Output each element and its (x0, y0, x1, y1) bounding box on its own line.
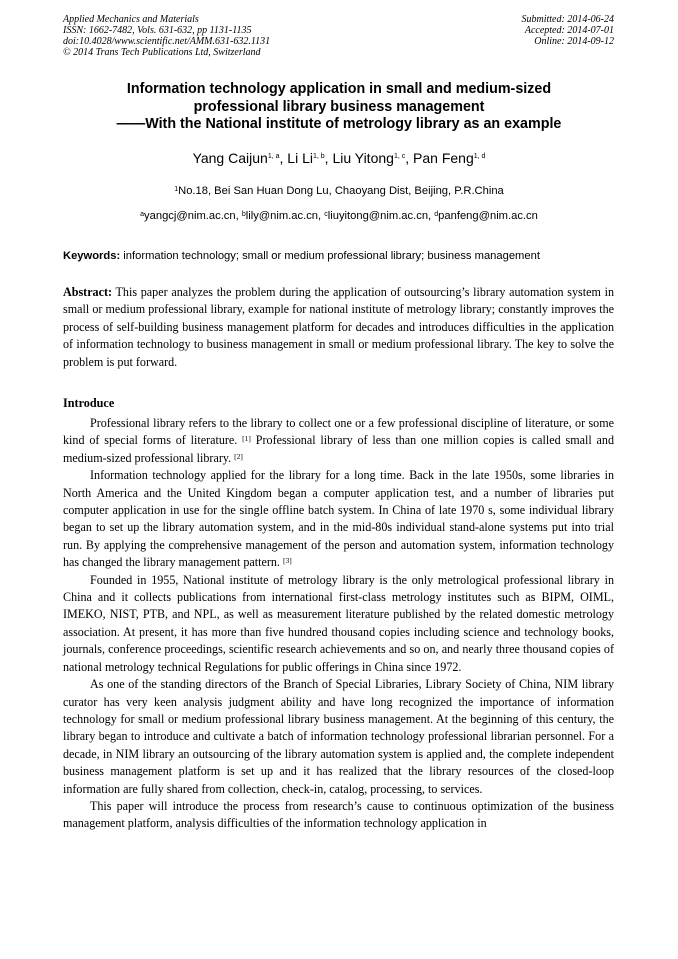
email-marker: c (324, 211, 328, 218)
affiliation-text: No.18, Bei San Huan Dong Lu, Chaoyang Dist, Beijing, P.R.China (178, 185, 504, 197)
author-list: Yang Caijun$^{1, a}$, Li Li$^{1, b}$, Liu Yitong$^{1, c}$, Pan Feng$^{1, d}$ (192, 150, 486, 166)
author-email: panfeng@nim.ac.cn (438, 210, 538, 222)
paragraph-text: Professional library of less than one million copies is called small and medium-sized professional library. (63, 433, 614, 465)
abstract-text: This paper analyzes the problem during the application of outsourcing’s library automation system in small or medium professional library, example for national institute of metrology library; constantly improves the process of self-building business management platform for decades and introduces difficulties in the application of information technology to business management in small or medium professional library. The key to solve the problem is put forward. (63, 285, 614, 369)
title-line-3: ——With the National institute of metrology library as an example (116, 116, 562, 132)
author-affiliation-marker: 1, c (393, 153, 406, 160)
online-date: Online: 2014-09-12 (534, 36, 614, 47)
submitted-date: Submitted: 2014-06-24 (521, 14, 614, 25)
title-line-2: professional library business management (193, 98, 485, 115)
author-email: liuyitong@nim.ac.cn (327, 210, 429, 222)
accepted-date: Accepted: 2014-07-01 (524, 25, 614, 36)
citation-ref: [3] (282, 556, 292, 566)
author-affiliation-marker: 1, a (267, 153, 280, 160)
body-paragraph (63, 798, 614, 833)
introduction-body (63, 415, 614, 833)
email-marker: a (140, 211, 145, 218)
journal-name: Applied Mechanics and Materials (63, 14, 199, 25)
author-affiliation-marker: 1, d (473, 153, 486, 160)
journal-copyright: © 2014 Trans Tech Publications Ltd, Switzerland (63, 47, 261, 58)
paragraph-text: Information technology applied for the library for a long time. Back in the late 1950s, some libraries in North America and the United Kingdom began a computer application test, and a number of libraries put computer application in use for the single offline batch system. In China of late 1970 s, some individual library began to set up the library automation system, and in the mid-80s individual stand-alone systems put into trial run. By applying the comprehensive management of the person and automation system, information technology has changed the library management pattern. (63, 468, 614, 570)
journal-header-right (522, 14, 615, 47)
body-paragraph (63, 676, 614, 798)
keywords (63, 249, 618, 263)
author-name: Yang Caijun (192, 150, 268, 166)
paper-title (40, 81, 638, 134)
abstract (63, 284, 614, 371)
citation-ref: [1] (242, 434, 251, 444)
abstract-label: Abstract: (63, 285, 113, 299)
paragraph-text: This paper will introduce the process from research’s cause to continuous optimization of the business management platform, analysis difficulties of the information technology application in (63, 798, 614, 831)
author-name: Pan Feng (413, 150, 474, 166)
keywords-label: Keywords: (63, 250, 121, 262)
paragraph-text: As one of the standing directors of the Branch of Special Libraries, Library Society of China, NIM library curator has very keen analysis judgment ability and have long recognized the importance of information technology for small or medium professional library business management. At the beginning of this century, the library began to introduce and cultivate a batch of information technology professional librarian personnel. For a decade, in NIM library an outsourcing of the library automation system is applied and, the complete independent business management platform is set up and it has realized that the library resources of the closed-loop information are fully shared from collection, check-in, catalog, processing, to services. (63, 677, 614, 796)
email-list: $^a$yangcj@nim.ac.cn, $^b$lily@nim.ac.cn, $^c$liuyitong@nim.ac.cn, $^d$panfeng@nim.ac.cn (140, 210, 538, 222)
author-email: yangcj@nim.ac.cn (144, 210, 236, 222)
body-paragraph (63, 467, 614, 571)
affiliation-marker: 1 (174, 186, 179, 193)
paragraph-text: Professional library refers to the library to collect one or a few professional discipline of literature, or some kind of special forms of literature. (63, 416, 614, 448)
author-affiliation-marker: 1, b (312, 153, 325, 160)
author-email: lily@nim.ac.cn (245, 210, 319, 222)
section-heading: Introduce (63, 396, 115, 410)
journal-header-left (63, 14, 270, 58)
journal-doi: doi:10.4028/www.scientific.net/AMM.631-632.1131 (63, 36, 271, 47)
affiliation (40, 184, 638, 198)
body-paragraph (63, 572, 614, 676)
title-line-1: Information technology application in small and medium-sized (126, 81, 552, 97)
author-name: Liu Yitong (332, 150, 394, 166)
author-name: Li Li (287, 150, 313, 166)
email-marker: d (434, 211, 439, 218)
body-paragraph (63, 415, 614, 467)
journal-issn: ISSN: 1662-7482, Vols. 631-632, pp 1131-1135 (63, 25, 252, 36)
keywords-text: information technology; small or medium professional library; business management (120, 250, 540, 262)
paragraph-text: Founded in 1955, National institute of metrology library is the only metrological professional library in China and it collects publications from international first-class metrology institutes such as BIPM, OIML, IMEKO, NIST, PTB, and NPL, as well as measurement literature published by the related domestic metrology association. At present, it has more than five hundred thousand copies including science and technology books, journals, conference proceedings, scientific research achievements and so on, and nearly three thousand copies of national metrology technical Regulations for public offerings in China since 1972. (63, 572, 614, 674)
citation-ref: [2] (234, 451, 243, 461)
email-marker: b (241, 211, 246, 218)
